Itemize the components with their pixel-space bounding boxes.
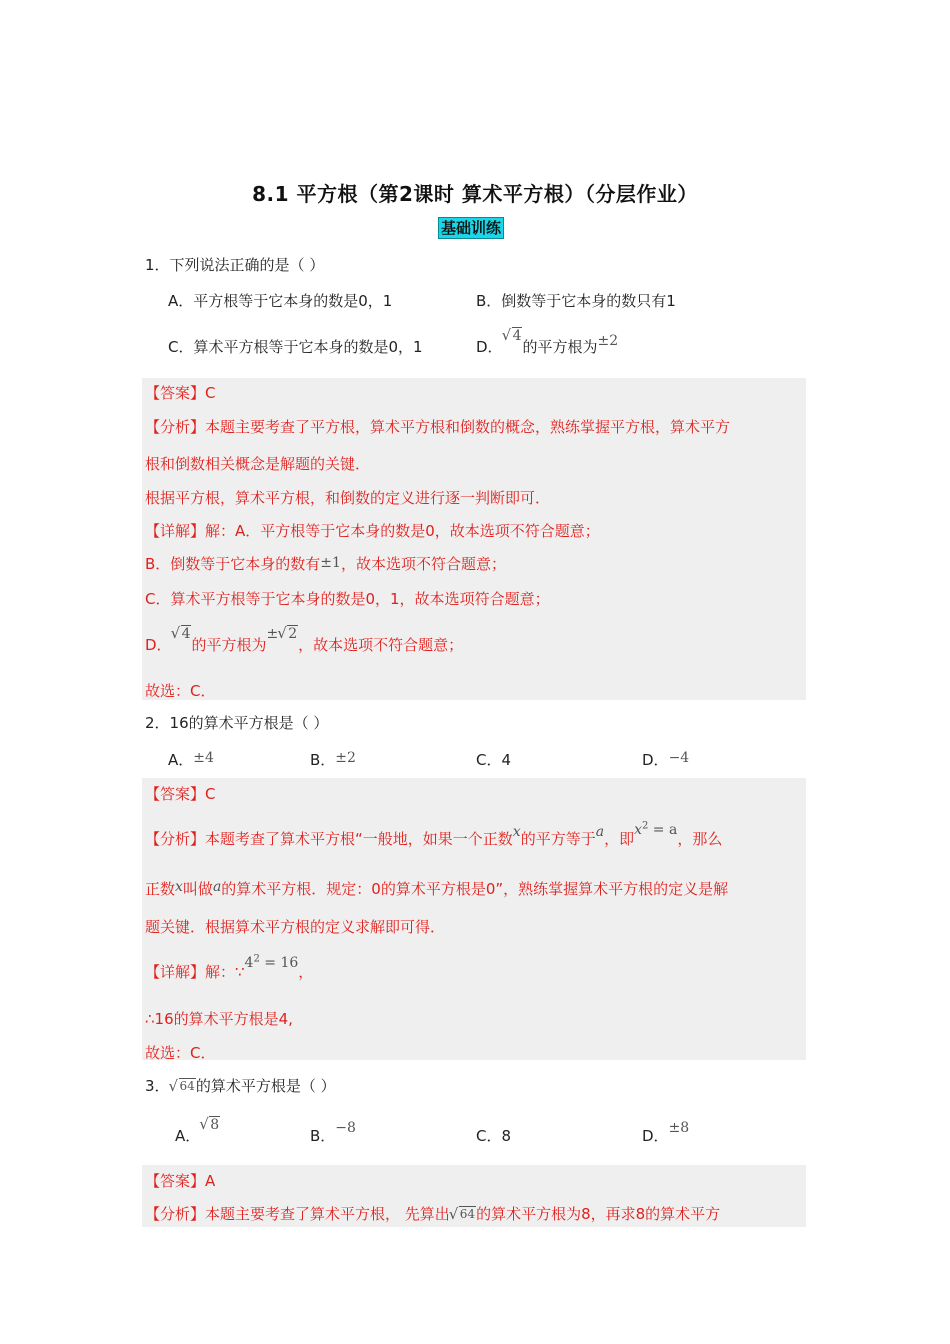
q3-option-c: C．8 [476, 1127, 512, 1145]
q1-answer: 【答案】C [145, 384, 216, 402]
equation-x2-eq-a [634, 822, 677, 838]
q3-analysis-line1 [145, 1203, 720, 1224]
q1-detail-line3: C．算术平方根等于它本身的数是0，1，故本选项符合题意； [145, 590, 550, 608]
q3-option-a-label: A． [175, 1127, 201, 1145]
sqrt-radicand: 4 [512, 328, 522, 344]
eq-exponent: 2 [641, 820, 649, 832]
q2-analysis-text-c: ，即 [604, 830, 635, 848]
q1-option-d-value: ±2 [597, 333, 619, 349]
sqrt-math [170, 1079, 196, 1093]
q2-option-b [310, 749, 356, 770]
q1-choose: 故选：C． [145, 682, 216, 700]
q3-option-b [310, 1120, 356, 1146]
q2-option-d-label: D． [642, 751, 669, 769]
q3-stem-pre: 3． [145, 1077, 170, 1095]
q2-option-d-value: −4 [668, 750, 690, 766]
q3-stem-post: 的算术平方根是（ ） [195, 1077, 336, 1095]
q1-analysis-line2: 根和倒数相关概念是解题的关键． [145, 455, 371, 473]
q2-option-a-label: A． [168, 751, 194, 769]
eq-rest: = 16 [259, 955, 299, 971]
eq-rest: = a [648, 822, 678, 838]
q1-option-a: A．平方根等于它本身的数是0，1 [168, 292, 393, 310]
sqrt-radicand: 4 [181, 626, 191, 642]
q1-detail-line4-pre: D． [145, 636, 172, 654]
q3-option-d-value: ±8 [668, 1120, 690, 1136]
q2-analysis-text-d: ，那么 [677, 830, 723, 848]
q3-answer: 【答案】A [145, 1172, 216, 1190]
section-badge: 基础训练 [438, 217, 504, 239]
q1-detail-line2 [145, 553, 506, 574]
q1-detail-line2-post: ，故本选项不符合题意； [340, 555, 506, 573]
q1-detail-line4-post: ，故本选项不符合题意； [298, 636, 464, 654]
q2-option-a-value: ±4 [193, 750, 214, 766]
q1-option-d-text: 的平方根为 [522, 338, 598, 356]
question-3-stem [145, 1075, 336, 1096]
q1-detail-line4-mid: 的平方根为 [191, 636, 267, 654]
sqrt-math [450, 1207, 476, 1221]
q2-analysis-text-a: 【分析】本题考查了算术平方根“一般地，如果一个正数 [145, 830, 513, 848]
q1-detail-line4 [145, 626, 464, 655]
q2-answer: 【答案】C [145, 785, 216, 803]
var-x: x [175, 879, 183, 895]
q2-option-b-value: ±2 [335, 750, 356, 766]
q2-detail-line1 [145, 953, 314, 982]
q2-option-d [642, 749, 689, 770]
q1-detail-line2-pre: B．倒数等于它本身的数有 [145, 555, 321, 573]
page-title: 8.1 平方根（第2课时 算术平方根）（分层作业） [252, 182, 698, 206]
sqrt-radicand: 8 [210, 1117, 220, 1133]
q2-analysis2-text-c: 的算术平方根．规定：0的算术平方根是0”，熟练掌握算术平方根的定义是解 [221, 880, 729, 898]
q3-analysis-pre: 【分析】本题主要考查了算术平方根， 先算出 [145, 1205, 450, 1223]
q1-option-d-prefix: D． [476, 338, 503, 356]
q2-analysis2-text-b: 叫做 [182, 880, 213, 898]
var-a: a [212, 879, 222, 895]
q3-option-b-value: −8 [335, 1120, 356, 1136]
question-1-stem: 1．下列说法正确的是（ ） [145, 256, 325, 274]
q2-option-c: C．4 [476, 751, 512, 769]
q3-option-b-label: B． [310, 1127, 336, 1145]
sqrt-radicand: 64 [179, 1079, 195, 1093]
q3-option-d-label: D． [642, 1127, 669, 1145]
eq-x: x [634, 822, 642, 838]
sqrt-radicand: 2 [288, 626, 298, 642]
q1-option-d [476, 328, 619, 357]
q1-analysis-line3: 根据平方根，算术平方根，和倒数的定义进行逐一判断即可． [145, 489, 551, 507]
eq-exponent: 2 [253, 953, 260, 965]
eq-base: 4 [244, 955, 254, 971]
sqrt-math [172, 626, 192, 642]
q2-analysis-line2 [145, 878, 728, 899]
q2-detail-line2: ∴16的算术平方根是4, [145, 1010, 293, 1028]
q2-option-b-label: B． [310, 751, 336, 769]
equation-4sq-eq-16 [245, 955, 299, 971]
sqrt-radicand: 64 [459, 1207, 476, 1221]
sqrt-math [278, 626, 298, 642]
q3-option-d [642, 1120, 690, 1146]
q3-option-a [175, 1117, 220, 1146]
question-2-stem: 2．16的算术平方根是（ ） [145, 714, 329, 732]
q3-analysis-post: 的算术平方根为8，再求8的算术平方 [476, 1205, 721, 1223]
var-a: a [595, 824, 605, 840]
var-x: x [512, 824, 521, 840]
q1-analysis-line1: 【分析】本题主要考查了平方根，算术平方根和倒数的概念，熟练掌握平方根，算术平方 [145, 418, 731, 436]
q2-option-a [168, 749, 214, 770]
q2-detail-pre: 【详解】解：∵ [145, 963, 245, 981]
q1-option-b: B．倒数等于它本身的数只有1 [476, 292, 676, 310]
q2-analysis-line1 [145, 820, 723, 849]
q2-choose: 故选：C． [145, 1044, 216, 1062]
q2-analysis2-text-a: 正数 [145, 880, 176, 898]
pm-sign: ± [266, 626, 279, 642]
q2-analysis-text-b: 的平方等于 [520, 830, 596, 848]
q1-detail-line1: 【详解】解：A．平方根等于它本身的数是0，故本选项不符合题意； [145, 522, 600, 540]
sqrt-math [503, 328, 523, 344]
math-pm-one: ±1 [320, 555, 341, 571]
math-pm-sqrt [267, 626, 299, 642]
q2-detail-post: ， [298, 963, 314, 981]
q2-analysis-line3: 题关键．根据算术平方根的定义求解即可得． [145, 918, 446, 936]
q1-option-c: C．算术平方根等于它本身的数是0，1 [168, 338, 423, 356]
sqrt-math [200, 1117, 220, 1133]
